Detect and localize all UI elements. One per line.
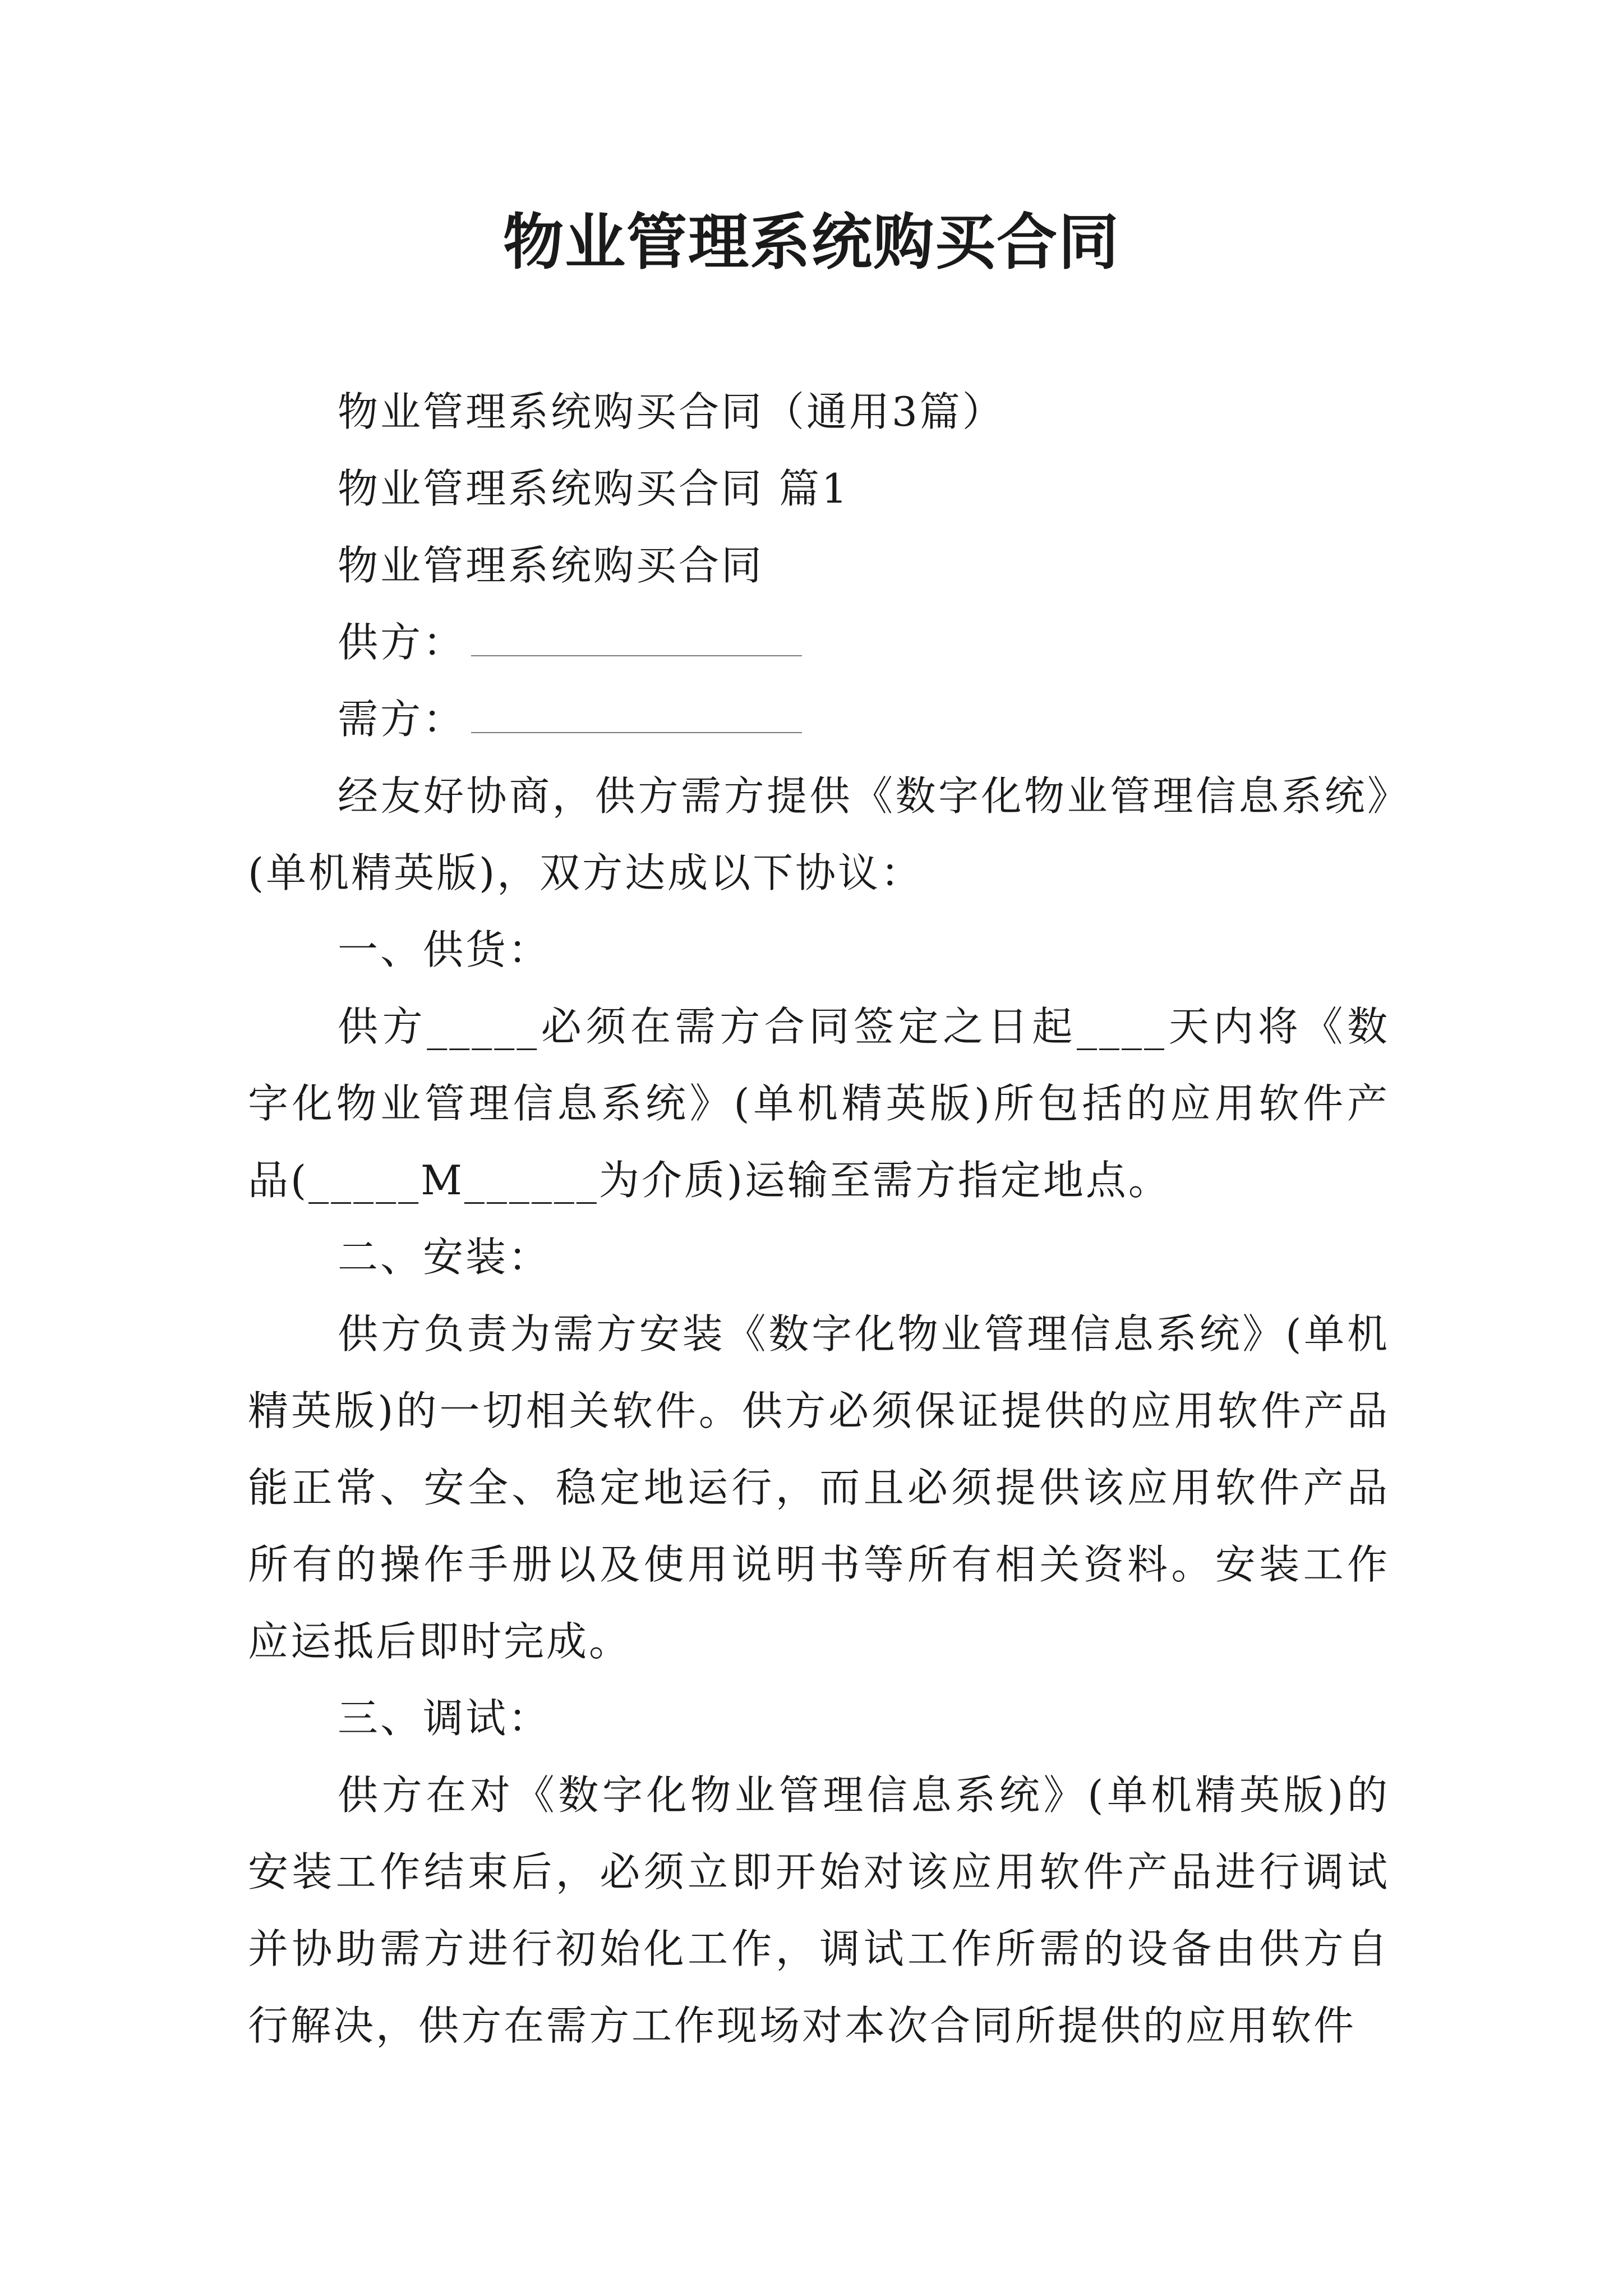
document-body: [248, 374, 1390, 2064]
supplier-line: [248, 604, 1390, 681]
supplier-blank: [471, 622, 802, 656]
buyer-blank: [471, 698, 802, 733]
paragraph-debugging: 供方在对《数字化物业管理信息系统》(单机精英版)的安装工作结束后，必须立即开始对该应用软件产品进行调试并协助需方进行初始化工作，调试工作所需的设备由供方自行解决，供方在需方工作现场对本次合同所提供的应用软件: [248, 1772, 1390, 2049]
supplier-label: 供方：: [338, 619, 466, 666]
heading-installation: 二、安装：: [338, 1234, 551, 1281]
paragraph-subtitle: 物业管理系统购买合同（通用3篇）: [338, 388, 1005, 435]
buyer-label: 需方：: [338, 696, 466, 743]
paragraph-section-heading: 物业管理系统购买合同 篇1: [338, 465, 850, 512]
heading-debugging: 三、调试：: [338, 1695, 551, 1742]
paragraph-supply: 供方_____必须在需方合同签定之日起____天内将《数字化物业管理信息系统》(单机精英版)所包括的应用软件产品(_____M______为介质)运输至需方指定地点。: [248, 1003, 1390, 1204]
paragraph-installation: 供方负责为需方安装《数字化物业管理信息系统》(单机精英版)的一切相关软件。供方必须保证提供的应用软件产品能正常、安全、稳定地运行，而且必须提供该应用软件产品所有的操作手册以及使用说明书等所有相关资料。安装工作应运抵后即时完成。: [248, 1310, 1390, 1665]
document-title: 物业管理系统购买合同: [502, 207, 1120, 278]
paragraph-contract-name: 物业管理系统购买合同: [338, 542, 764, 589]
paragraph-intro: 经友好协商，供方需方提供《数字化物业管理信息系统》(单机精英版)，双方达成以下协议：: [248, 772, 1390, 896]
buyer-line: [248, 681, 1390, 758]
heading-supply: 一、供货：: [338, 926, 551, 973]
